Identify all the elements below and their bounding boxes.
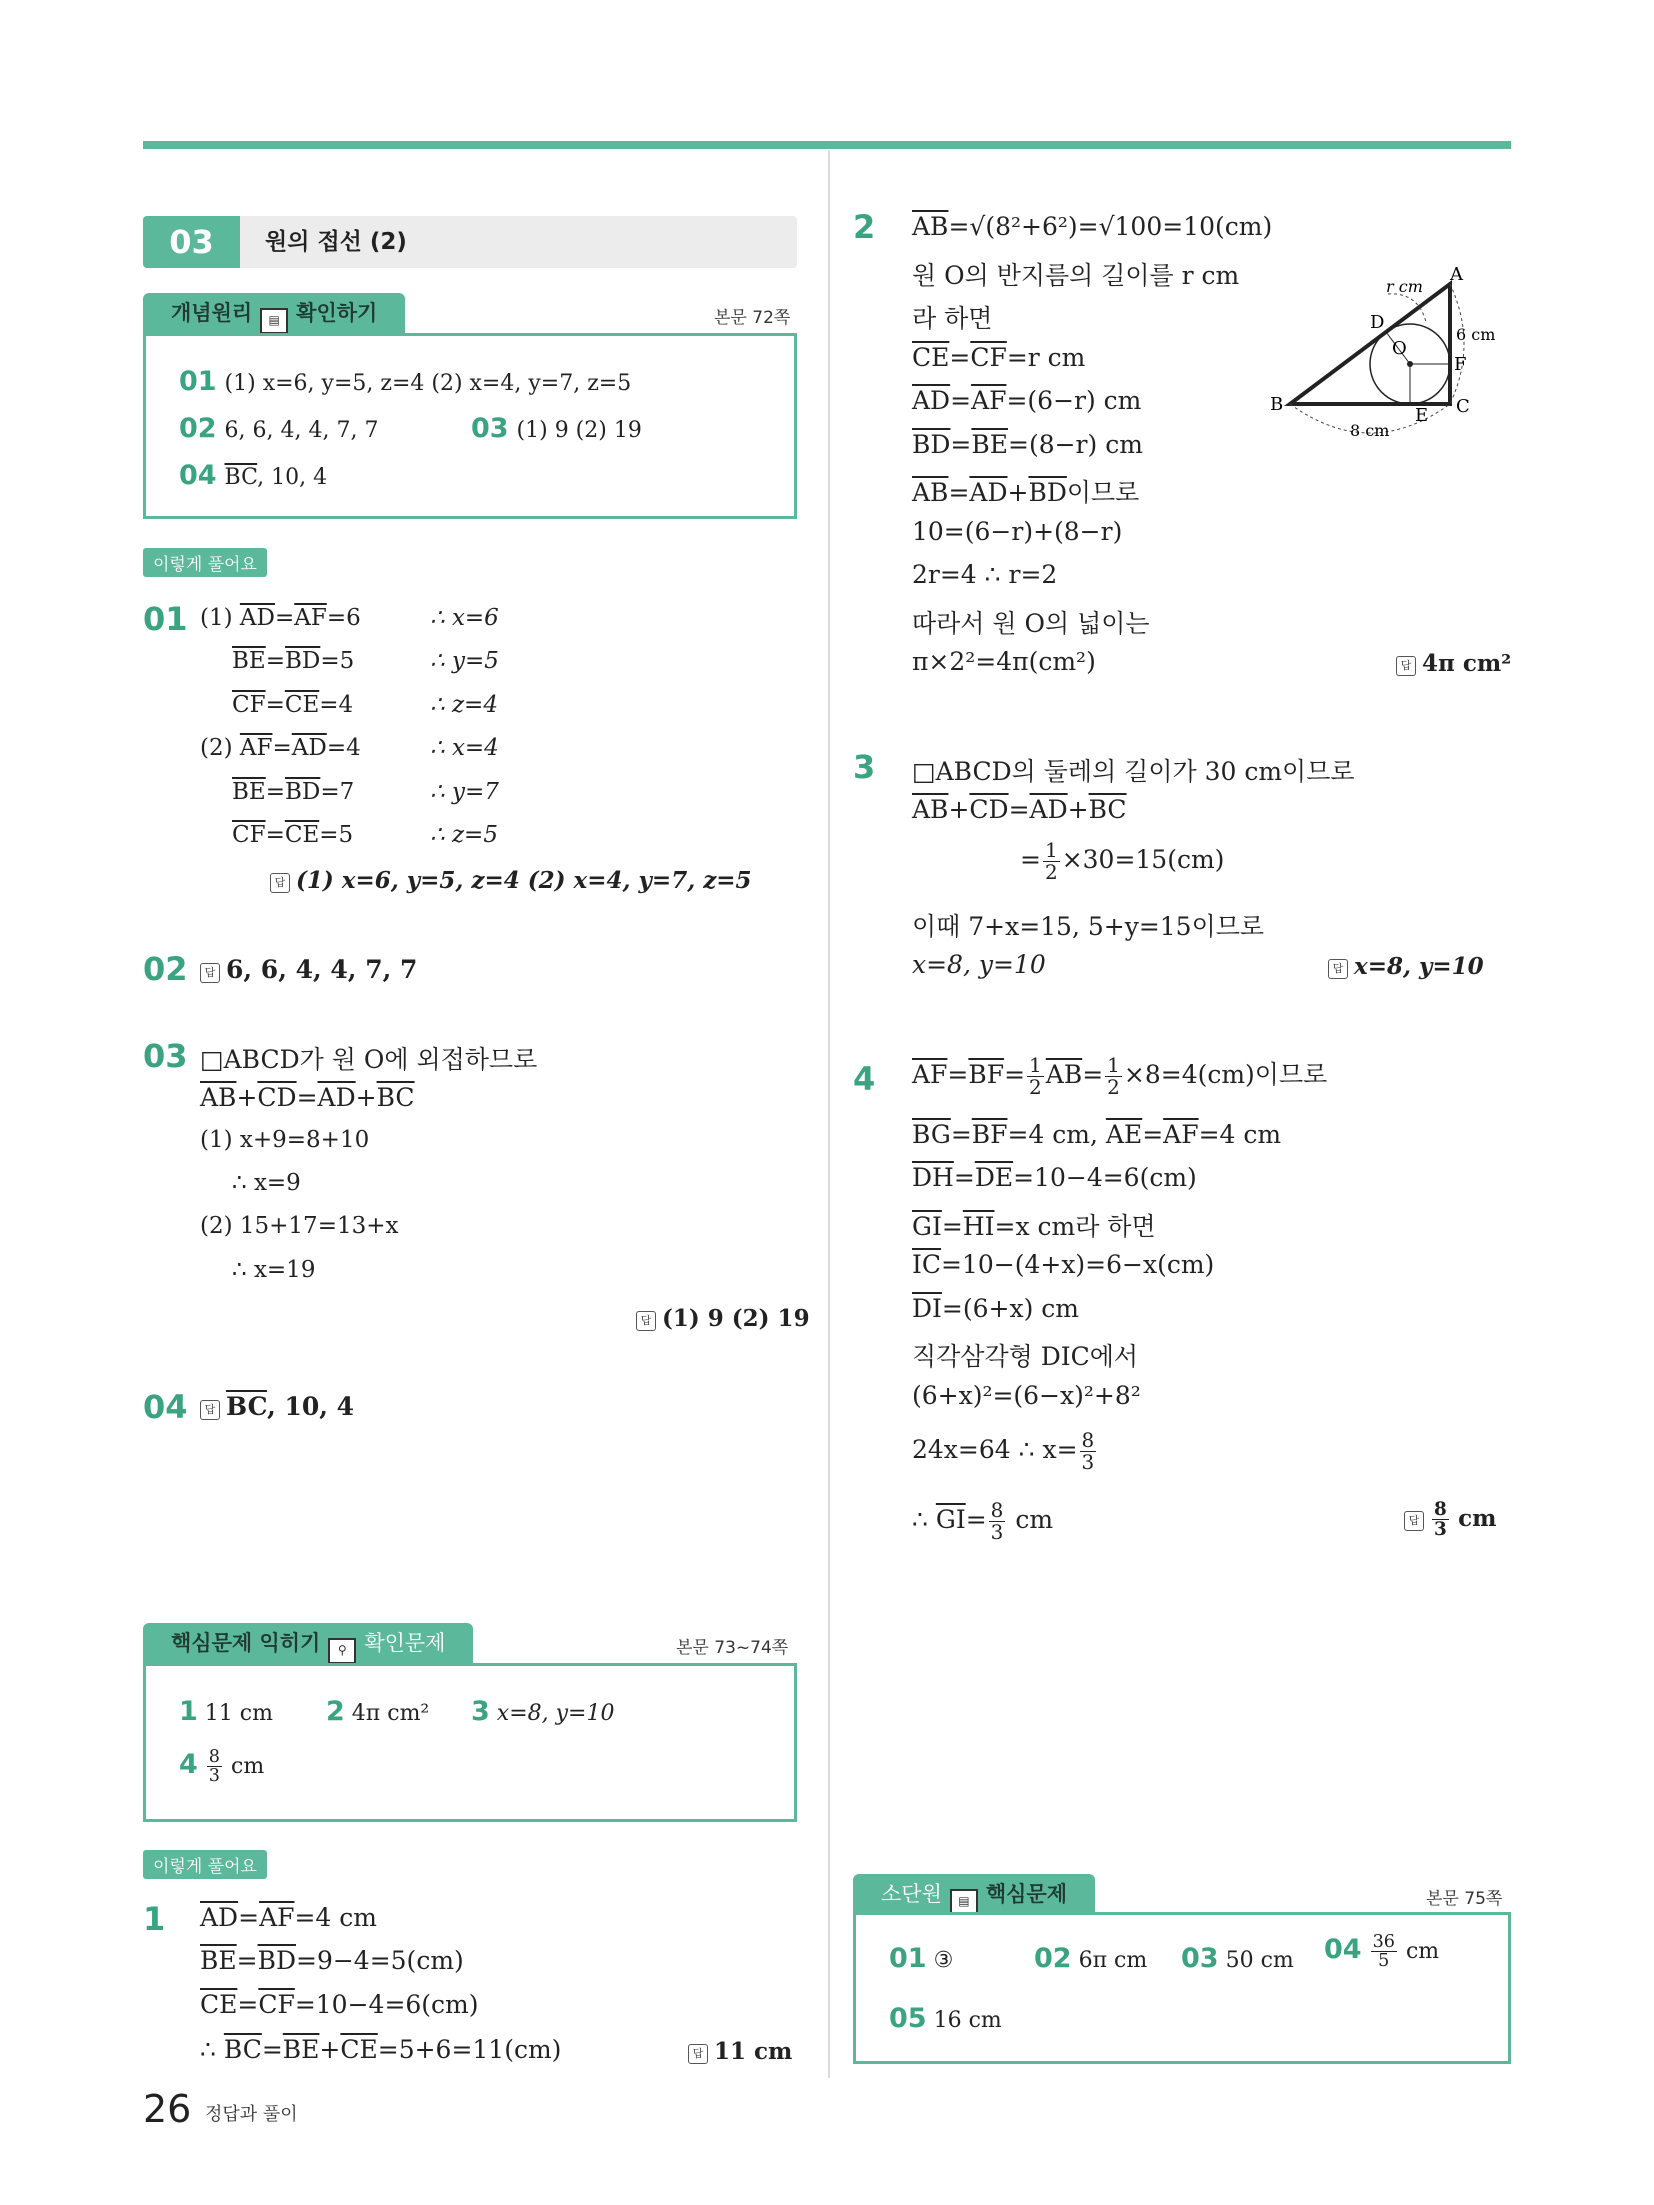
r2-l6-text: =(8−r) cm [1008, 430, 1143, 459]
s01-line-value: =6 [326, 605, 361, 631]
label-d: D [1370, 312, 1385, 333]
frac-numerator: 1 [1044, 838, 1058, 862]
half-frac [1105, 1055, 1122, 1098]
unit-a04-frac [1371, 1933, 1397, 1971]
seg-af: $\overline{AF}$ [259, 1903, 295, 1932]
r4-frac [1080, 1430, 1097, 1473]
core-a4-num: 4 [179, 1748, 198, 1780]
r2-line11: π×2²=4π(cm²) [912, 647, 1096, 676]
r3-frac [1043, 840, 1060, 883]
frac-numerator: 8 [1434, 1499, 1447, 1520]
s03-number: 03 [143, 1037, 188, 1075]
s01-line [200, 605, 361, 631]
frac-denominator: 3 [990, 1520, 1004, 1544]
r2-answer-line [1396, 650, 1511, 677]
unit-a02-num: 02 [1034, 1943, 1072, 1974]
r4-answer-frac [1432, 1500, 1449, 1540]
seg-ad: $\overline{AD}$ [912, 386, 951, 415]
s02-number: 02 [143, 950, 188, 988]
frac-denominator: 2 [1044, 860, 1058, 884]
segment: $\overline{AF}$ [294, 605, 327, 631]
unit-a01-num: 01 [889, 1943, 927, 1974]
seg-ad: $\overline{AD}$ [317, 1083, 356, 1112]
frac-denominator: 2 [1029, 1075, 1042, 1099]
seg-bg: $\overline{BG}$ [912, 1120, 951, 1149]
label-b: B [1270, 394, 1284, 415]
seg-ab: $\overline{AB}$ [1045, 1060, 1083, 1089]
s01-line [232, 822, 353, 848]
concept-tab-right: 확인하기 [296, 301, 378, 325]
s01-line [232, 692, 353, 718]
r2-line10: 따라서 원 O의 넓이는 [912, 609, 1150, 638]
equals: = [265, 692, 285, 718]
unit-tab [853, 1874, 1095, 1914]
r4-line9 [912, 1430, 1098, 1473]
seg-ab: $\overline{AB}$ [912, 795, 949, 824]
magnifier-icon: ⚲ [328, 1638, 356, 1664]
s01-line [232, 779, 354, 805]
s04-answer-rest: , 10, 4 [267, 1392, 355, 1421]
seg-cf: $\overline{CF}$ [970, 343, 1007, 372]
s03-line6: ∴ x=19 [232, 1257, 316, 1283]
unit-answer-box [853, 1912, 1511, 2064]
concept-a04-rest: , 10, 4 [257, 465, 328, 490]
unit-a01: ③ [933, 1948, 954, 1973]
seg-bc: $\overline{BC}$ [376, 1083, 415, 1112]
c1-l1-text: =4 cm [294, 1903, 377, 1932]
r4-l2b-text: =4 cm [1198, 1120, 1282, 1149]
concept-a01: (1) x=6, y=5, z=4 (2) x=4, y=7, z=5 [224, 371, 632, 396]
answer-icon: 답 [1396, 656, 1416, 676]
frac-numerator: 8 [208, 1747, 220, 1767]
r4-l6-text: =(6+x) cm [941, 1294, 1079, 1323]
seg-gi: $\overline{GI}$ [912, 1212, 942, 1241]
seg-bc: $\overline{BC}$ [1088, 795, 1127, 824]
r3-line2: $\overline{AB}+\overline{CD}=\overline{AD}+\overline{BC}$ [912, 795, 1127, 824]
seg-hi: $\overline{HI}$ [962, 1212, 995, 1241]
answer-icon: 답 [1328, 959, 1348, 979]
seg-ab: $\overline{AB}$ [200, 1083, 237, 1112]
s02-answer-line [200, 955, 417, 984]
concept-a04-num: 04 [179, 460, 217, 491]
unit-a03: 50 cm [1225, 1948, 1294, 1973]
r2-l5-text: =(6−r) cm [1006, 386, 1142, 415]
c1-answer-line [688, 2038, 792, 2065]
half-frac [1027, 1055, 1044, 1098]
equals: = [265, 648, 285, 674]
r4-answer-unit: cm [1458, 1504, 1497, 1532]
s01-line [232, 648, 354, 674]
r4-line3: $\overline{DH}=\overline{DE}=10-4=6(cm)$ [912, 1163, 1197, 1192]
solve-label-2: 이렇게 풀어요 [143, 1850, 267, 1879]
r2-l4-text: =r cm [1006, 343, 1086, 372]
s01-line-value: =5 [319, 822, 354, 848]
seg-be: $\overline{BE}$ [971, 430, 1008, 459]
seg-af: $\overline{AF}$ [1163, 1120, 1199, 1149]
frac-numerator: 1 [1029, 1053, 1042, 1077]
frac-denominator: 5 [1378, 1951, 1390, 1972]
r2-l7-text: 이므로 [1066, 478, 1140, 507]
s03-line1: □ABCD가 원 O에 외접하므로 [200, 1045, 538, 1074]
r2-line1 [912, 212, 1272, 241]
concept-a02-num: 02 [179, 413, 217, 444]
concept-tab [143, 293, 405, 333]
document-icon: ▤ [950, 1889, 978, 1915]
seg-ae: $\overline{AE}$ [1105, 1120, 1143, 1149]
seg-cd: $\overline{CD}$ [257, 1083, 297, 1112]
core-a2: 4π cm² [351, 1701, 430, 1726]
seg-cf: $\overline{CF}$ [258, 1990, 295, 2019]
concept-a02: 6, 6, 4, 4, 7, 7 [224, 418, 379, 443]
r4-line7: 직각삼각형 DIC에서 [912, 1342, 1139, 1371]
c1-l2-text: =9−4=5(cm) [296, 1946, 464, 1975]
s01-result: ∴ y=7 [430, 779, 499, 805]
core-ref: 본문 73~74쪽 [676, 1638, 789, 1658]
r2-line9: 2r=4 ∴ r=2 [912, 560, 1058, 589]
core-tab [143, 1623, 473, 1663]
seg-bc: $\overline{BC}$ [223, 2035, 262, 2064]
s01-answer-line [270, 867, 752, 894]
r4-l3-text: =10−4=6(cm) [1013, 1163, 1197, 1192]
r4-l5-text: =10−(4+x)=6−x(cm) [941, 1250, 1215, 1279]
s01-line-value: =5 [320, 648, 355, 674]
seg-ce: $\overline{CE}$ [340, 2035, 378, 2064]
frac-numerator: 36 [1372, 1932, 1395, 1952]
segment: $\overline{BD}$ [284, 779, 321, 805]
segment: $\overline{AD}$ [291, 735, 327, 761]
triangle-abc [1290, 284, 1450, 404]
frac-denominator: 3 [1081, 1450, 1095, 1474]
concept-ref: 본문 72쪽 [714, 308, 791, 328]
seg-bf: $\overline{BF}$ [971, 1120, 1008, 1149]
seg-af: $\overline{AF}$ [971, 386, 1007, 415]
c1-l4-text: =5+6=11(cm) [377, 2035, 562, 2064]
r4-line2: $\overline{BG}=\overline{BF}=4$ cm, $\overline{AE}=\overline{AF}=4$ cm [912, 1120, 1282, 1149]
frac-denominator: 3 [1434, 1519, 1447, 1541]
r4-l1-text: ×8=4(cm)이므로 [1123, 1060, 1328, 1089]
r3-answer: x=8, y=10 [1354, 953, 1484, 980]
s04-number: 04 [143, 1388, 188, 1426]
r4-l2-text: =4 cm, [1007, 1120, 1098, 1149]
seg-bd: $\overline{BD}$ [912, 430, 951, 459]
label-8cm: 8 cm [1350, 421, 1390, 440]
r2-line8: 10=(6−r)+(8−r) [912, 517, 1123, 546]
r3-l3-text: ×30=15(cm) [1061, 845, 1225, 874]
triangle-incircle-figure [1268, 262, 1508, 442]
concept-a01-num: 01 [179, 366, 217, 397]
core-a4-unit: cm [231, 1753, 265, 1779]
label-f: F [1454, 354, 1467, 375]
r3-answer-line [1328, 953, 1484, 980]
seg-ad: $\overline{AD}$ [200, 1903, 239, 1932]
section-title: 원의 접선 (2) [265, 229, 407, 255]
seg-af: $\overline{AF}$ [912, 1060, 948, 1089]
c1-number: 1 [143, 1900, 166, 1938]
dim-arc-6 [1450, 284, 1464, 404]
r4-line5 [912, 1250, 1214, 1279]
equals: = [272, 735, 292, 761]
s01-result: ∴ x=4 [430, 735, 499, 761]
core-a3: x=8, y=10 [496, 1701, 615, 1726]
r4-answer-line [1404, 1500, 1496, 1540]
concept-answer-box [143, 333, 797, 519]
s03-line5: (2) 15+17=13+x [200, 1213, 399, 1239]
seg-ab: $\overline{AB}$ [912, 478, 949, 507]
core-tab-right: 확인문제 [364, 1631, 446, 1655]
s01-result: ∴ x=6 [430, 605, 499, 631]
seg-cd: $\overline{CD}$ [969, 795, 1009, 824]
label-a: A [1450, 264, 1463, 285]
concept-a03-num: 03 [471, 413, 509, 444]
c1-line2: $\overline{BE}=\overline{BD}=9-4=5(cm)$ [200, 1946, 464, 1975]
seg-gi: $\overline{GI}$ [935, 1505, 966, 1534]
r4-line6 [912, 1294, 1079, 1323]
segment: $\overline{AF}$ [239, 735, 273, 761]
s01-line-value: =4 [326, 735, 361, 761]
seg-ad: $\overline{AD}$ [1029, 795, 1068, 824]
core-a1: 11 cm [204, 1701, 273, 1726]
segment: $\overline{AD}$ [239, 605, 275, 631]
c1-l3-text: =10−4=6(cm) [294, 1990, 479, 2019]
s01-line-value: =4 [319, 692, 354, 718]
r3-line4: 이때 7+x=15, 5+y=15이므로 [912, 912, 1265, 941]
seg-ad: $\overline{AD}$ [969, 478, 1008, 507]
r2-l1-text: =√(8²+6²)=√100=10(cm) [948, 212, 1273, 241]
c1-line1: $\overline{AD}=\overline{AF}=4$ cm [200, 1903, 377, 1932]
concept-a04-seg: $\overline{BC}$ [224, 465, 258, 490]
frac-denominator: 2 [1107, 1075, 1120, 1099]
notebook-icon: ▤ [260, 308, 288, 334]
s03-answer: (1) 9 (2) 19 [662, 1305, 810, 1332]
unit-ref: 본문 75쪽 [1426, 1889, 1503, 1909]
core-answer-box [143, 1663, 797, 1822]
c1-answer: 11 cm [714, 2038, 793, 2065]
column-divider [828, 150, 830, 2078]
r4-line10: ∴ $\overline{GI}=$ $\frac{8}{3}$ cm [912, 1498, 1054, 1544]
unit-a03-num: 03 [1181, 1943, 1219, 1974]
r4-l10-unit: cm [1015, 1505, 1054, 1534]
segment: $\overline{CE}$ [284, 822, 320, 848]
segment: $\overline{BD}$ [284, 648, 321, 674]
unit-a05: 16 cm [933, 2008, 1002, 2033]
r4-number: 4 [853, 1060, 876, 1098]
equals: = [274, 605, 295, 631]
segment: $\overline{BE}$ [232, 648, 266, 674]
equals: = [265, 822, 285, 848]
unit-a02: 6π cm [1078, 1948, 1148, 1973]
r2-line4: $\overline{CE}=\overline{CF}=r$ cm [912, 343, 1086, 372]
s04-answer-line [200, 1392, 354, 1421]
s01-line [200, 735, 361, 761]
core-a2-num: 2 [326, 1696, 345, 1727]
section-number: 03 [143, 216, 240, 268]
s01-result: ∴ z=5 [430, 822, 498, 848]
answer-icon: 답 [636, 1311, 656, 1331]
core-tab-left: 핵심문제 익히기 [171, 1631, 321, 1655]
seg-dh: $\overline{DH}$ [912, 1163, 954, 1192]
s01-result: ∴ y=5 [430, 648, 499, 674]
label-o: O [1392, 338, 1407, 359]
seg-di: $\overline{DI}$ [912, 1294, 942, 1323]
seg-be: $\overline{BE}$ [282, 2035, 320, 2064]
s01-line-prefix: (2) [200, 735, 240, 761]
r2-line3: 라 하면 [912, 304, 993, 333]
answer-icon: 답 [688, 2044, 708, 2064]
core-a4-frac [207, 1748, 222, 1786]
answer-icon: 답 [1404, 1511, 1424, 1531]
seg-bd: $\overline{BD}$ [257, 1946, 296, 1975]
section-header [143, 216, 797, 268]
answer-icon: 답 [270, 873, 290, 893]
s01-result: ∴ z=4 [430, 692, 498, 718]
r4-line1: $\overline{AF}=\overline{BF}=$ $\frac{1}{2}$ $\overline{AB}=$ $\frac{1}{2}$ ×8=4(cm)이므로 [912, 1053, 1328, 1099]
frac-denominator: 3 [208, 1766, 220, 1787]
top-rule [143, 141, 1511, 149]
label-e: E [1415, 405, 1429, 426]
s04-answer-seg: $\overline{BC}$ [226, 1392, 268, 1421]
frac-numerator: 1 [1107, 1053, 1120, 1077]
r4-l9-text: 24x=64 ∴ x= [912, 1435, 1078, 1464]
core-a3-num: 3 [471, 1696, 490, 1727]
unit-a05-num: 05 [889, 2003, 927, 2034]
r2-line7: $\overline{AB}=\overline{AD}+\overline{BD}$이므로 [912, 478, 1140, 507]
unit-tab-right: 핵심문제 [985, 1882, 1068, 1906]
seg-de: $\overline{DE}$ [974, 1163, 1014, 1192]
r2-line6: $\overline{BD}=\overline{BE}=(8-r)$ cm [912, 430, 1143, 459]
seg-ce: $\overline{CE}$ [200, 1990, 238, 2019]
s01-answer: (1) x=6, y=5, z=4 (2) x=4, y=7, z=5 [296, 867, 752, 894]
r4-l4-text: =x cm라 하면 [994, 1212, 1156, 1241]
equals: = [265, 779, 285, 805]
r3-line5: x=8, y=10 [912, 950, 1046, 979]
answer-icon: 답 [200, 963, 220, 983]
unit-tab-left: 소단원 [881, 1882, 942, 1906]
r2-number: 2 [853, 208, 876, 246]
concept-tab-left: 개념원리 [171, 301, 253, 325]
s03-answer-line [636, 1305, 810, 1332]
label-c: C [1456, 396, 1470, 417]
answer-icon: 답 [200, 1400, 220, 1420]
r4-line8: (6+x)²=(6−x)²+8² [912, 1381, 1141, 1410]
segment: $\overline{BE}$ [232, 779, 266, 805]
r4-line4: $\overline{GI}=\overline{HI}=x$ cm라 하면 [912, 1212, 1156, 1241]
unit-a04-unit: cm [1405, 1938, 1440, 1964]
seg-bf: $\overline{BF}$ [968, 1060, 1005, 1089]
s01-number: 01 [143, 600, 188, 638]
footer-label: 정답과 풀이 [205, 2104, 298, 2125]
c1-line3: $\overline{CE}=\overline{CF}=10-4=6(cm)$ [200, 1990, 479, 2019]
concept-a03: (1) 9 (2) 19 [516, 418, 642, 443]
r3-number: 3 [853, 748, 876, 786]
seg-bd: $\overline{BD}$ [1028, 478, 1067, 507]
r3-line3: = $\frac{1}{2}$ ×30=15(cm) [1020, 838, 1225, 884]
r3-line1: □ABCD의 둘레의 길이가 30 cm이므로 [912, 757, 1355, 786]
c1-line4: ∴ $\overline{BC}=\overline{BE}+\overline{CE}=5+6=11(cm)$ [200, 2035, 562, 2064]
frac-numerator: 8 [990, 1498, 1004, 1522]
seg-ce: $\overline{CE}$ [912, 343, 950, 372]
r4-frac [989, 1500, 1006, 1543]
seg-ab: $\overline{AB}$ [912, 212, 949, 241]
s03-line4: ∴ x=9 [232, 1170, 301, 1196]
label-r: r cm [1386, 277, 1423, 296]
solve-label-1: 이렇게 풀어요 [143, 548, 267, 577]
segment: $\overline{CE}$ [284, 692, 320, 718]
seg-ic: $\overline{IC}$ [912, 1250, 942, 1279]
r2-answer: 4π cm² [1422, 650, 1512, 677]
s02-answer: 6, 6, 4, 4, 7, 7 [226, 955, 418, 984]
seg-be: $\overline{BE}$ [200, 1946, 237, 1975]
page-number: 26 [143, 2087, 192, 2131]
segment: $\overline{CF}$ [232, 692, 266, 718]
r2-line5: $\overline{AD}=\overline{AF}=(6-r)$ cm [912, 386, 1142, 415]
s03-line2: $\overline{AB}+\overline{CD}=\overline{AD}+\overline{BC}$ [200, 1083, 415, 1112]
s01-line-prefix: (1) [200, 605, 240, 631]
s01-line-value: =7 [320, 779, 355, 805]
frac-numerator: 8 [1081, 1428, 1095, 1452]
s03-line3: (1) x+9=8+10 [200, 1127, 370, 1153]
core-a1-num: 1 [179, 1696, 198, 1727]
label-6cm: 6 cm [1456, 325, 1496, 344]
r2-line2: 원 O의 반지름의 길이를 r cm [912, 261, 1240, 290]
segment: $\overline{CF}$ [232, 822, 266, 848]
unit-a04-num: 04 [1324, 1933, 1362, 1965]
